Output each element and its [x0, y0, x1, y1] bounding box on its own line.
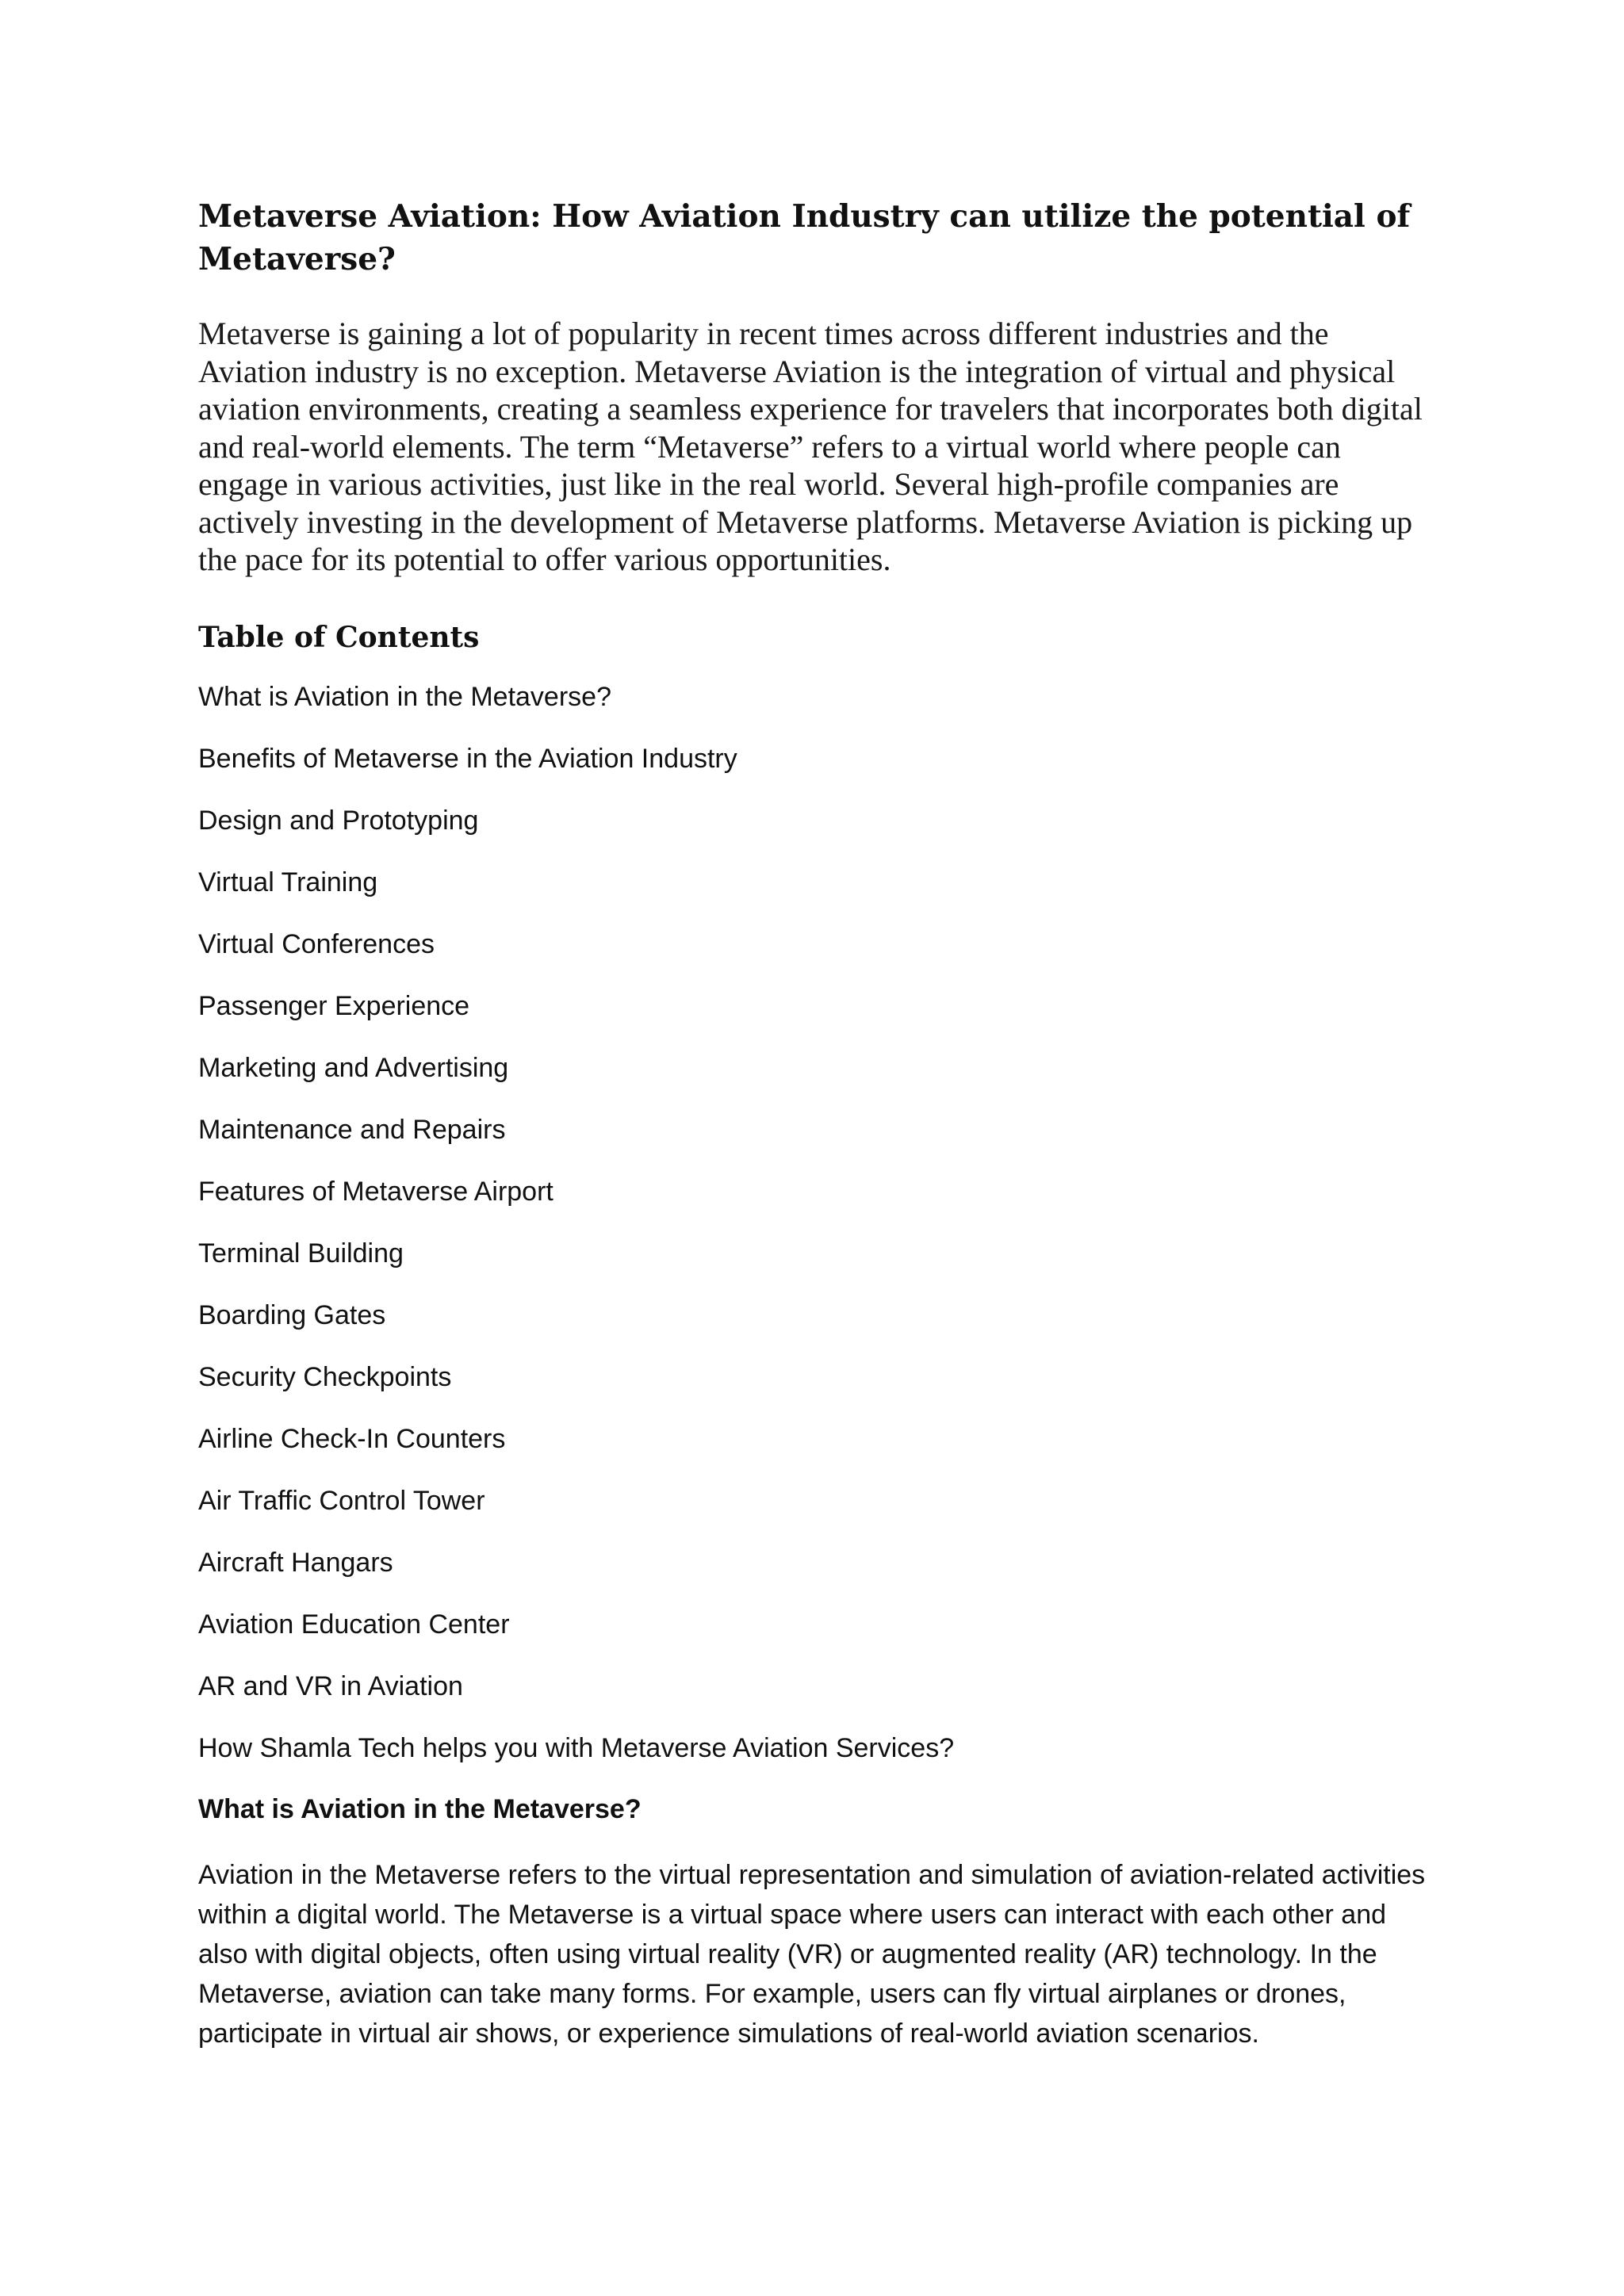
toc-item-aircraft-hangars[interactable]: Aircraft Hangars — [198, 1548, 393, 1578]
toc-item-education-center[interactable]: Aviation Education Center — [198, 1609, 510, 1640]
toc-item-virtual-conferences[interactable]: Virtual Conferences — [198, 929, 435, 959]
section-body: Aviation in the Metaverse refers to the virtual representation and simulation of aviation-related activities within a digital world. The Metaverse is a virtual space where users can interact with each other and also with digital objects, often using virtual reality (VR) or augmented reality (AR) technology. In the Metaverse, aviation can take many forms. For example, users can fly virtual airplanes or drones, participate in virtual air shows, or experience simulations of real-world aviation scenarios. — [198, 1860, 1426, 2049]
toc-item-maintenance-repairs[interactable]: Maintenance and Repairs — [198, 1115, 506, 1145]
toc-item-terminal-building[interactable]: Terminal Building — [198, 1238, 404, 1269]
toc-list — [198, 679, 1435, 1793]
toc-item-virtual-training[interactable]: Virtual Training — [198, 867, 378, 897]
toc-item-features-airport[interactable]: Features of Metaverse Airport — [198, 1177, 553, 1207]
toc-item-boarding-gates[interactable]: Boarding Gates — [198, 1300, 386, 1330]
toc-item-control-tower[interactable]: Air Traffic Control Tower — [198, 1486, 485, 1516]
toc-item-check-in-counters[interactable]: Airline Check-In Counters — [198, 1424, 506, 1454]
toc-item-shamla-tech[interactable]: How Shamla Tech helps you with Metaverse Aviation Services? — [198, 1733, 955, 1763]
toc-item-design-prototyping[interactable]: Design and Prototyping — [198, 806, 479, 836]
intro-paragraph: Metaverse is gaining a lot of popularity in recent times across different industries and the Aviation industry is no exception. Metaverse Aviation is the integration of virtual and physical aviation environments, creating a seamless experience for travelers that incorporates both digital and real-world elements. The term “Metaverse” refers to a virtual world where people can engage in various activities, just like in the real world. Several high-profile companies are actively investing in the development of Metaverse platforms. Metaverse Aviation is picking up the pace for its potential to offer various opportunities. — [198, 316, 1423, 577]
toc-item-benefits[interactable]: Benefits of Metaverse in the Aviation Industry — [198, 744, 737, 774]
toc-item-security-checkpoints[interactable]: Security Checkpoints — [198, 1362, 452, 1392]
toc-item-what-is-aviation[interactable]: What is Aviation in the Metaverse? — [198, 682, 611, 712]
section-heading: What is Aviation in the Metaverse? — [198, 1794, 642, 1824]
toc-heading: Table of Contents — [198, 621, 480, 654]
toc-item-ar-vr[interactable]: AR and VR in Aviation — [198, 1671, 463, 1701]
document-title: Metaverse Aviation: How Aviation Industry can utilize the potential of Metaverse? — [198, 198, 1411, 277]
toc-item-passenger-experience[interactable]: Passenger Experience — [198, 991, 470, 1021]
toc-item-marketing-advertising[interactable]: Marketing and Advertising — [198, 1053, 509, 1083]
